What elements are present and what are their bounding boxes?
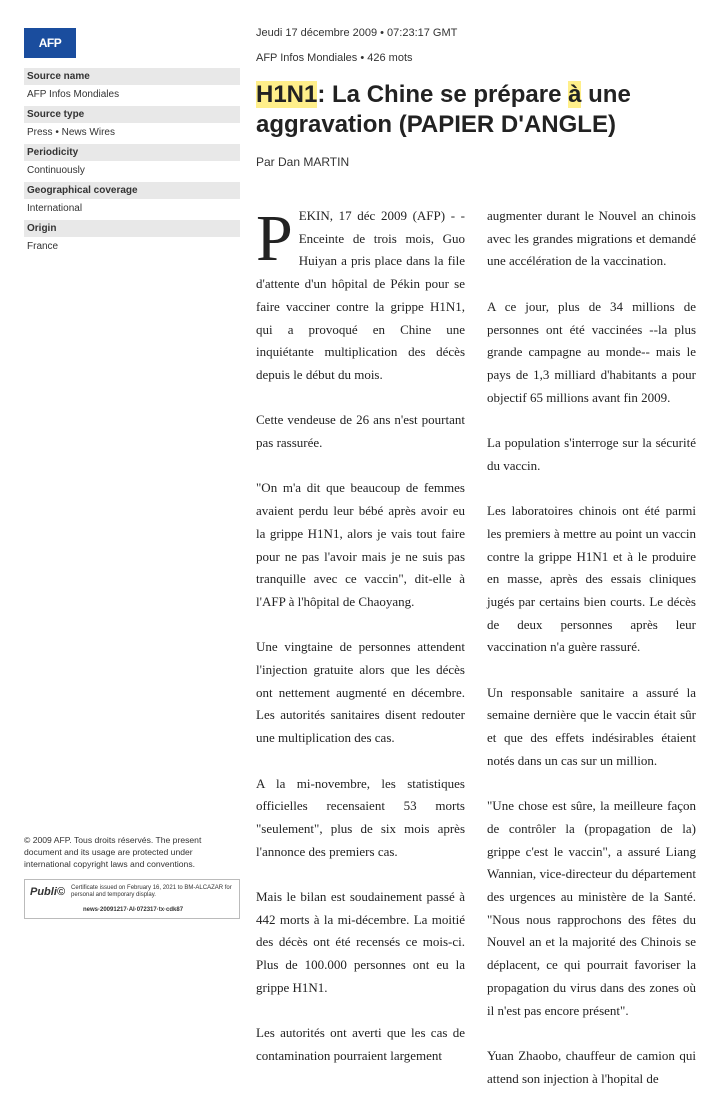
paragraph: "Une chose est sûre, la meilleure façon de contrôler la (propagation de la) grippe c'est le vaccin", a assuré Liang Wannian, vice-directeur du département des urgences au ministère de la Santé. "Nous nous rapprochons des fêtes du Nouvel an et la majorité des Chinois se déplacent, ce qui pourrait favoriser la propagation du virus dans des zones où il n'est pas encore présent". bbox=[487, 798, 696, 1018]
publication-date: Jeudi 17 décembre 2009 • 07:23:17 GMT bbox=[256, 27, 458, 39]
meta-value: France bbox=[27, 241, 59, 252]
certificate-box bbox=[24, 879, 240, 919]
meta-key: Source name bbox=[24, 68, 240, 85]
title-highlight: à bbox=[568, 81, 582, 108]
meta-value: Continuously bbox=[27, 165, 85, 176]
drop-cap: P bbox=[256, 202, 293, 275]
paragraph: Les laboratoires chinois ont été parmi les premiers à mettre au point un vaccin contre la grippe H1N1 et à le produire en masse, après des essais cliniques jugés par certains bien courts. Le décès de deux personnes après leur vaccination n'a guère rassuré. bbox=[487, 503, 696, 655]
afp-logo: AFP bbox=[24, 28, 76, 58]
meta-key: Geographical coverage bbox=[24, 182, 240, 199]
certificate-id: news·20091217·AI·072317·tx·cdk87 bbox=[83, 907, 184, 913]
paragraph bbox=[256, 202, 465, 387]
paragraph: A la mi-novembre, les statistiques officielles recensaient 53 morts "seulement", plus de six mois après l'annonce des premiers cas. bbox=[256, 775, 465, 859]
meta-value: International bbox=[27, 203, 83, 214]
meta-key: Periodicity bbox=[24, 144, 240, 161]
meta-key: Source type bbox=[24, 106, 240, 123]
title-highlight: H1N1 bbox=[256, 81, 318, 108]
paragraph: augmenter durant le Nouvel an chinois avec les grandes migrations et demandé une accélération de la vaccination. bbox=[487, 208, 696, 269]
paragraph: "On m'a dit que beaucoup de femmes avaient perdu leur bébé après avoir eu la grippe H1N1, alors je vais tout faire pour ne pas l'avoir mais je ne suis pas tranquille avec ce vaccin", dit-elle à l'AFP à l'hôpital de Chaoyang. bbox=[256, 480, 465, 609]
article-header bbox=[256, 27, 457, 64]
article-column-2 bbox=[487, 205, 696, 1113]
paragraph: Cette vendeuse de 26 ans n'est pourtant pas rassurée. bbox=[256, 412, 465, 451]
article-title bbox=[256, 80, 696, 140]
sidebar bbox=[24, 28, 240, 258]
source-line: AFP Infos Mondiales • 426 mots bbox=[256, 52, 413, 64]
copyright-notice: © 2009 AFP. Tous droits réservés. The present document and its usage are protected under international copyright laws and conventions. bbox=[24, 835, 202, 869]
paragraph: Un responsable sanitaire a assuré la semaine dernière que le vaccin était sûr et que des effets indésirables étaient notés dans un cas sur un million. bbox=[487, 684, 696, 768]
article-column-1 bbox=[256, 202, 465, 1090]
paragraph: Les autorités ont averti que les cas de contamination pourraient largement bbox=[256, 1025, 465, 1063]
byline: Par Dan MARTIN bbox=[256, 155, 350, 169]
paragraph: Mais le bilan est soudainement passé à 442 morts à la mi-décembre. La moitié des décès ont été recensés ce mois-ci. Plus de 100.000 personnes ont eu la grippe H1N1. bbox=[256, 889, 465, 995]
paragraph: Yuan Zhaobo, chauffeur de camion qui attend son injection à l'hopital de bbox=[487, 1047, 696, 1086]
certificate-text: Certificate issued on February 16, 2021 to BM-ALCAZAR for personal and temporary display. bbox=[71, 885, 232, 898]
meta-value: Press • News Wires bbox=[27, 127, 115, 138]
title-text: : La Chine se prépare bbox=[317, 81, 569, 108]
publi-logo: Publi© bbox=[30, 886, 65, 898]
paragraph-text: EKIN, 17 déc 2009 (AFP) - - Enceinte de trois mois, Guo Huiyan a pris place dans la file d'attente d'un hôpital de Pékin pour se faire vacciner contre la grippe H1N1, qui a provoqué en Chine une inquiétante multiplication des décès depuis le début du mois. bbox=[256, 208, 465, 382]
title-text: une aggravation (PAPIER D'ANGLE) bbox=[256, 81, 631, 138]
source-metadata bbox=[24, 68, 240, 258]
paragraph: La population s'interroge sur la sécurité du vaccin. bbox=[487, 435, 696, 473]
paragraph: Une vingtaine de personnes attendent l'injection gratuite alors que les décès ont nettement augmenté en décembre. Les autorités sanitaires disent redouter une multiplication des cas. bbox=[256, 639, 465, 746]
meta-value: AFP Infos Mondiales bbox=[27, 89, 120, 100]
paragraph: A ce jour, plus de 34 millions de personnes ont été vaccinées --la plus grande campagne au monde-- mais le pays de 1,3 milliard d'habitants a pour objectif 65 millions avant fin 2009. bbox=[487, 298, 696, 405]
meta-key: Origin bbox=[24, 220, 240, 237]
